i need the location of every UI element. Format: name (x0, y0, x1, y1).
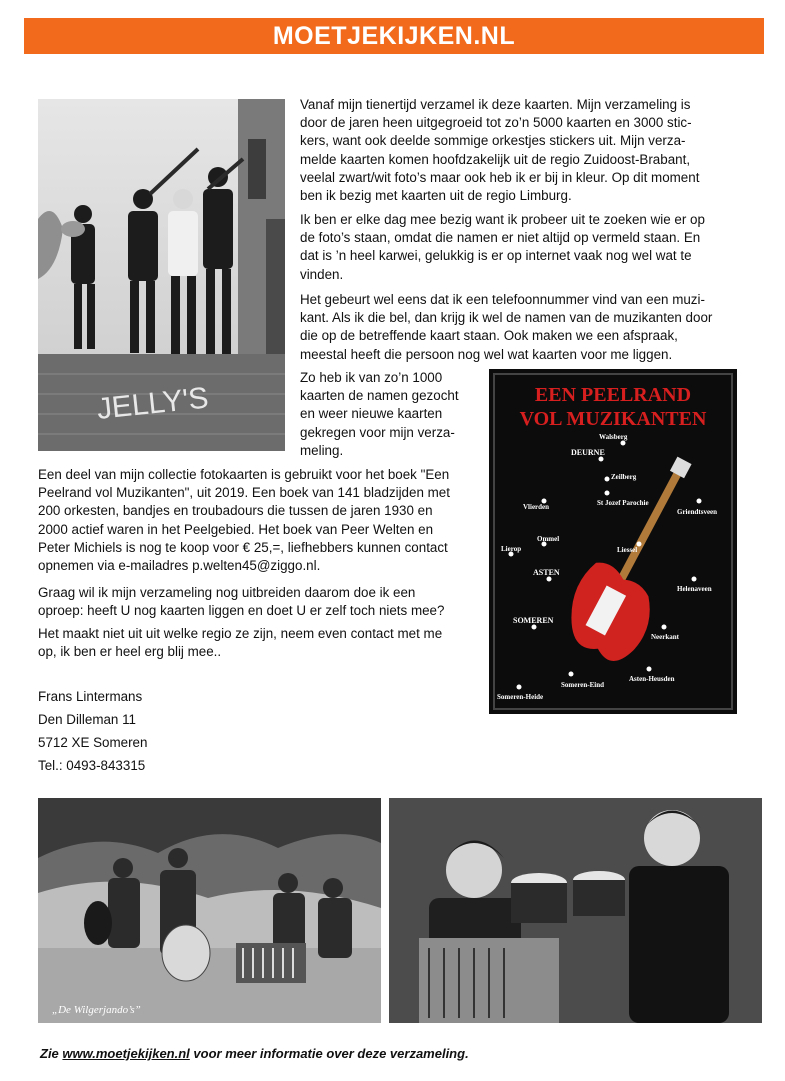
signature-city: 5712 XE Someren (38, 735, 148, 750)
poster-title-line1: EEN PEELRAND (534, 384, 692, 406)
poster-place: Someren-Heide (497, 693, 544, 701)
poster-place: Lierop (501, 545, 522, 553)
site-title: MOETJEKIJKEN.NL (272, 22, 516, 50)
poster-place: Helenaveen (677, 585, 712, 593)
poster-place: DEURNE (571, 448, 605, 457)
poster-place: Vlierden (523, 503, 550, 511)
poster-place: St Jozef Parochie (597, 499, 649, 507)
poster-place: Ommel (537, 535, 560, 543)
request-paragraph: Graag wil ik mijn verzameling nog uitbreiden daarom doe ik een oproep: heeft U nog kaarten liggen en doet U er zelf toch niets mee? (38, 585, 445, 619)
poster-title-line2: VOL MUZIKANTEN (519, 408, 707, 430)
book-paragraph: Een deel van mijn collectie fotokaarten is gebruikt voor het boek "Een Peelrand vol Muzikanten", uit 2019. Een boek van 141 bladzijden met 200 orkesten, bandjes en troubadours die tussen de jaren 1930 en 2000 actief waren in het Peelgebied. Het boek van Peer Welten en Peter Michiels is nog te koop voor € 25,=, liefhebbers kunnen contact opnemen via e-mailadres p.welten45@ziggo.nl. (38, 467, 450, 574)
wall-graffiti: JELLY'S (95, 381, 211, 426)
signature-phone: Tel.: 0493-843315 (38, 758, 146, 773)
names-paragraph: Zo heb ik van zo’n 1000 kaarten de namen gezocht en weer nieuwe kaarten gekregen voor mijn verza- meling. (300, 370, 459, 458)
poster-place: SOMEREN (513, 616, 554, 625)
photo-duo-accordion-bongos (389, 798, 762, 1023)
poster-place: Griendtsveen (677, 508, 718, 516)
poster-place: ASTEN (533, 568, 560, 577)
poster-place: Neerkant (651, 633, 679, 641)
phone-paragraph: Het gebeurt wel eens dat ik een telefoonnummer vind van een muzi- kant. Als ik die bel, dan krijg ik wel de namen van de muzikanten door die op de betreffende kaart staan. Ook maken we een afspraak, meestal heeft die persoon nog wel wat kaarten voor me liggen. (300, 292, 713, 362)
photo-wilgerjandos (38, 798, 381, 1023)
website-link[interactable]: www.moetjekijken.nl (62, 1046, 190, 1061)
photo-caption: „De Wilgerjando’s” (52, 1004, 141, 1016)
photo-band-on-wall (38, 99, 285, 451)
poster-place: Asten-Heusden (629, 675, 675, 683)
poster-place: Walsberg (599, 433, 628, 441)
poster-place: Zeilberg (611, 473, 637, 481)
poster-place: Someren-Eind (561, 681, 605, 689)
poster-peelrand (489, 369, 737, 714)
footer-note: Zie www.moetjekijken.nl voor meer informatie over deze verzameling. (40, 1046, 469, 1061)
intro-paragraph: Vanaf mijn tienertijd verzamel ik deze kaarten. Mijn verzameling is door de jaren heen uitgegroeid tot zo’n 5000 kaarten en 3000 stic- kers, want ook deelde sommige orkestjes stickers uit. Mijn verza- melde kaarten komen hoofdzakelijk uit de regio Zuidoost-Brabant, veelal zwart/wit foto’s maar ook heb ik er bij in kleur. Op dit moment ben ik bezig met kaarten uit de regio Limburg. (300, 97, 700, 204)
signature-name: Frans Lintermans (38, 689, 143, 704)
research-paragraph: Ik ben er elke dag mee bezig want ik probeer uit te zoeken wie er op de foto’s staan, omdat die namen er niet altijd op vermeld staan. En dat is ’n heel karwei, gelukkig is er op internet vaak nog wel wat te vinden. (300, 212, 705, 282)
closing-paragraph: Het maakt niet uit uit welke regio ze zijn, neem even contact met me op, ik ben er heel erg blij mee.. (38, 626, 443, 660)
poster-place: Liessel (617, 546, 638, 554)
signature-street: Den Dilleman 11 (38, 712, 136, 727)
site-banner (24, 18, 764, 54)
